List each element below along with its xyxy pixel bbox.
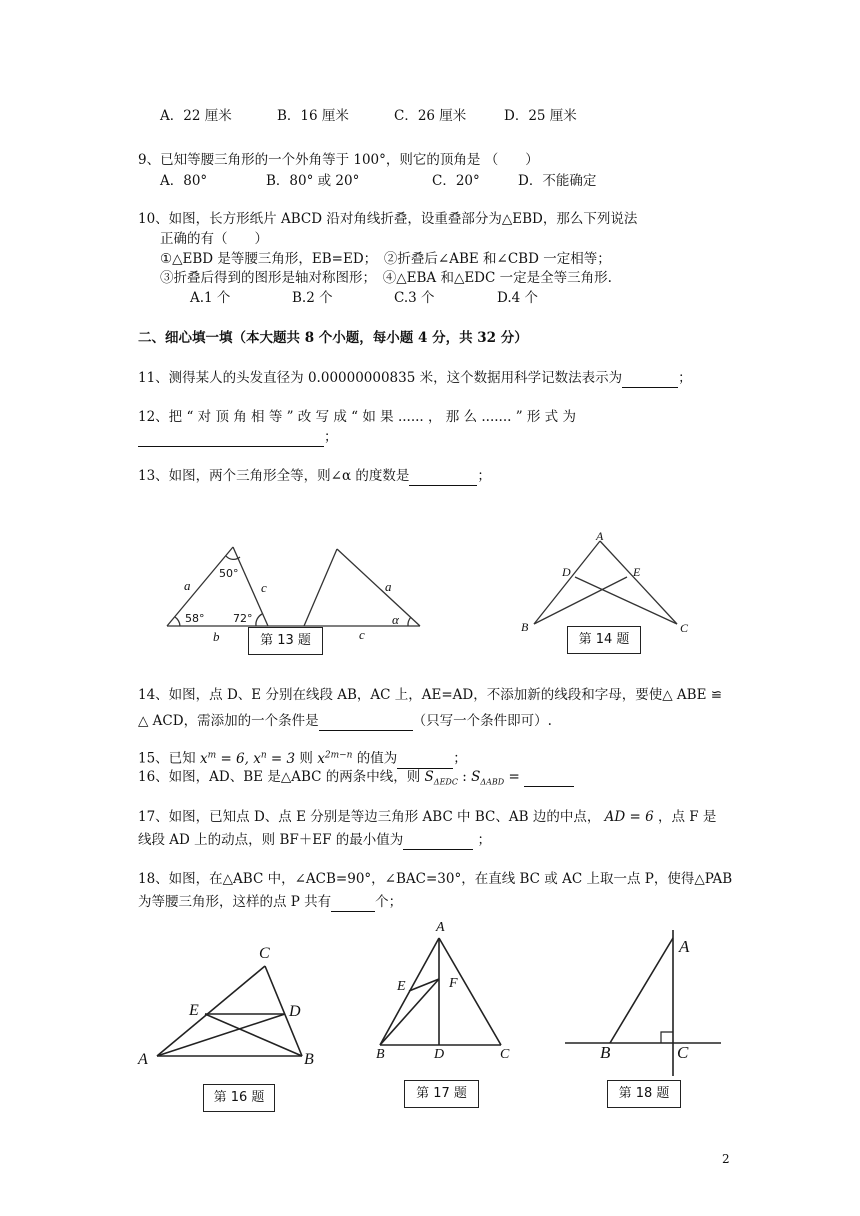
fig17-caption: 第 17 题 bbox=[404, 1080, 479, 1108]
q10-option-c: C.3 个 bbox=[394, 290, 435, 306]
fig13-caption: 第 13 题 bbox=[248, 627, 323, 655]
q9-option-d: D．不能确定 bbox=[518, 173, 597, 189]
fig17-label-C: C bbox=[500, 1047, 510, 1062]
fig18-label-C: C bbox=[677, 1043, 689, 1062]
q9-option-a: A．80° bbox=[160, 173, 208, 189]
fig13-label-a1: a bbox=[184, 578, 191, 593]
q12-line1: 12、把 “ 对 顶 角 相 等 ” 改 写 成 “ 如 果 ...... ， 那 么 ....... ” 形 式 为 bbox=[138, 409, 576, 425]
q17-stem: 17、如图，已知点 D、点 E 分别是等边三角形 ABC 中 BC、AB 边的中点， bbox=[138, 809, 601, 825]
q14-stem: △ ACD，需添加的一个条件是 bbox=[138, 713, 319, 729]
q8-option-c: C．26 厘米 bbox=[394, 108, 467, 124]
fig17-line-BF bbox=[380, 979, 439, 1045]
q17-stem-end: ，点 F 是 bbox=[657, 809, 717, 825]
q15-formula1: $x^m = 6$, $x^n = 3$ bbox=[199, 750, 296, 767]
fig13-angle-72: 72° bbox=[233, 612, 253, 625]
q16-s-edc: $S_{\Delta EDC}$ bbox=[424, 769, 458, 787]
q10-option-d: D.4 个 bbox=[497, 290, 539, 306]
q10-line3: ①△EBD 是等腰三角形，EB=ED； ②折叠后∠ABE 和∠CBD 一定相等； bbox=[160, 251, 611, 267]
q10-line4: ③折叠后得到的图形是轴对称图形； ④△EBA 和△EDC 一定是全等三角形. bbox=[160, 270, 612, 286]
fig14-caption: 第 14 题 bbox=[567, 626, 641, 654]
q9-option-b: B．80° 或 20° bbox=[266, 173, 360, 189]
q16-eq: = bbox=[508, 769, 520, 785]
fig14-label-E: E bbox=[633, 565, 641, 579]
q18-line1: 18、如图，在△ABC 中，∠ACB=90°，∠BAC=30°，在直线 BC 或 AC 上取一点 P，使得△PAB bbox=[138, 871, 733, 887]
fig16-label-A: A bbox=[138, 1051, 148, 1068]
fig18-side-AB bbox=[610, 938, 673, 1043]
q15-c: 的值为 bbox=[356, 750, 398, 767]
fig13-label-alpha: α bbox=[392, 612, 399, 627]
q17-condition: AD = 6 bbox=[604, 809, 654, 825]
fig18-caption: 第 18 题 bbox=[607, 1080, 681, 1108]
q15-end: ； bbox=[453, 750, 467, 767]
fig16-side-AC bbox=[157, 966, 265, 1056]
fig14-label-C: C bbox=[680, 621, 689, 635]
fig16-label-C: C bbox=[259, 945, 270, 962]
q8-option-a: A．22 厘米 bbox=[160, 108, 232, 124]
q12-end: ； bbox=[324, 429, 338, 445]
q10-option-b: B.2 个 bbox=[292, 290, 333, 306]
fig17-label-F: F bbox=[449, 976, 458, 991]
fig13-label-b1: b bbox=[213, 629, 220, 644]
fig18-label-A: A bbox=[679, 937, 690, 956]
q15-b: 则 bbox=[299, 750, 313, 767]
fig17-label-A: A bbox=[436, 920, 445, 935]
fig13-angle-50: 50° bbox=[219, 567, 239, 580]
q18-stem: 为等腰三角形，这样的点 P 共有 bbox=[138, 894, 332, 910]
q10-line2: 正确的有（ ） bbox=[160, 231, 268, 247]
q14-tail: （只写一个条件即可）. bbox=[412, 713, 552, 729]
q14-line1: 14、如图，点 D、E 分别在线段 AB，AC 上，AE=AD，不添加新的线段和字母，要使△ ABE ≌ bbox=[138, 687, 723, 703]
q17-line2-text: 线段 AD 上的动点，则 BF＋EF 的最小值为 bbox=[138, 832, 404, 848]
fig14-label-A: A bbox=[596, 529, 604, 543]
fig13-label-a2: a bbox=[385, 579, 392, 594]
q10-line1: 10、如图，长方形纸片 ABCD 沿对角线折叠，设重叠部分为△EBD，那么下列说法 bbox=[138, 211, 638, 227]
q13-end: ； bbox=[477, 468, 491, 484]
q8-option-b: B．16 厘米 bbox=[277, 108, 349, 124]
q11-stem: 11、测得某人的头发直径为 0.00000000835 米，这个数据用科学记数法表示为 bbox=[138, 370, 623, 386]
q16-ratio: : bbox=[462, 769, 467, 785]
q16-s-abd: $S_{\Delta ABD}$ bbox=[471, 769, 505, 787]
q8-option-d: D．25 厘米 bbox=[504, 108, 577, 124]
q13-stem: 13、如图，两个三角形全等，则∠α 的度数是 bbox=[138, 468, 410, 484]
fig18-right-angle bbox=[661, 1032, 673, 1043]
page-number: 2 bbox=[722, 1152, 730, 1166]
fig13-label-c1: c bbox=[261, 580, 267, 595]
fig18-label-B: B bbox=[600, 1043, 611, 1062]
fig17-label-E: E bbox=[397, 979, 406, 994]
fig17-label-D: D bbox=[434, 1047, 445, 1062]
fig16-label-B: B bbox=[304, 1051, 314, 1068]
q9-stem: 9、已知等腰三角形的一个外角等于 100°，则它的顶角是 （ ） bbox=[138, 152, 539, 168]
fig16-caption: 第 16 题 bbox=[203, 1084, 275, 1112]
q9-option-c: C．20° bbox=[432, 173, 480, 189]
fig16-label-D: D bbox=[289, 1003, 301, 1020]
fig17-label-B: B bbox=[376, 1047, 385, 1062]
q18-end: 个； bbox=[375, 894, 403, 910]
fig14-label-B: B bbox=[521, 620, 529, 634]
fig16-label-E: E bbox=[189, 1002, 199, 1019]
q15-a: 15、已知 bbox=[138, 750, 196, 767]
q16-stem: 16、如图，AD、BE 是△ABC 的两条中线，则 bbox=[138, 769, 421, 785]
fig14-label-D: D bbox=[562, 565, 571, 579]
section-title: 二、细心填一填（本大题共 8 个小题，每小题 4 分，共 32 分） bbox=[138, 330, 528, 346]
q11-end: ； bbox=[678, 370, 692, 386]
q15-formula2: $x^{2m-n}$ bbox=[317, 750, 353, 767]
q10-option-a: A.1 个 bbox=[190, 290, 231, 306]
fig13-angle-58: 58° bbox=[185, 612, 205, 625]
q17-end: ； bbox=[477, 832, 492, 848]
fig13-label-c2: c bbox=[359, 627, 365, 642]
